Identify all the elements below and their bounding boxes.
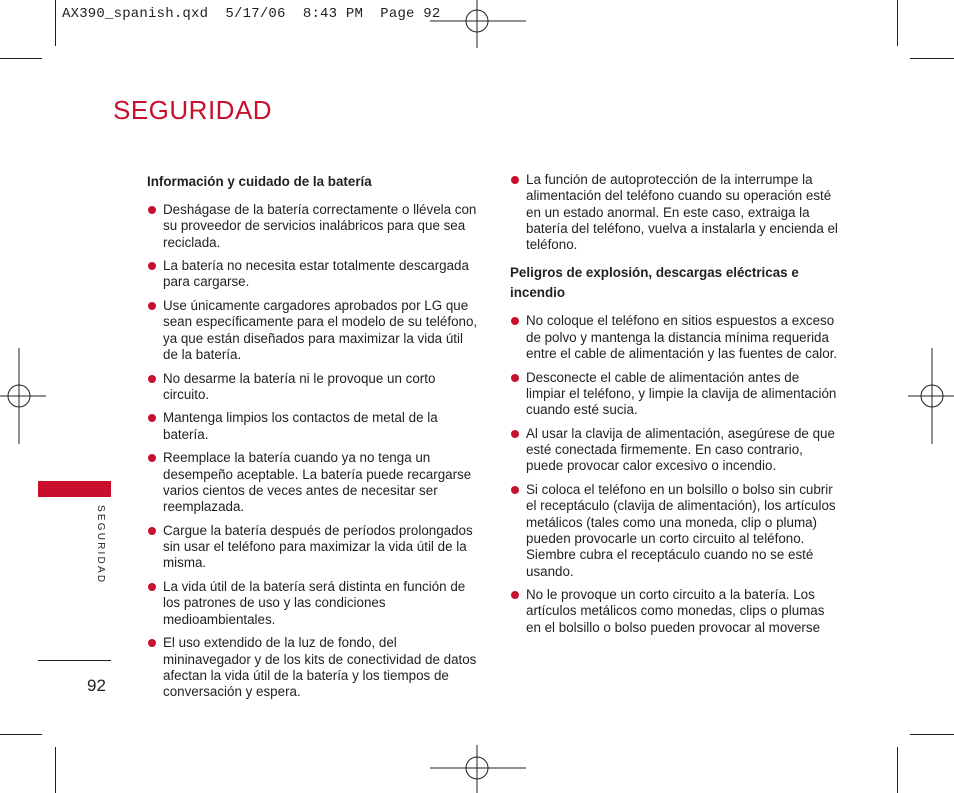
battery-list bbox=[147, 202, 479, 700]
protection-list bbox=[510, 172, 840, 253]
registration-mark-right-icon bbox=[908, 348, 954, 444]
crop-mark-bottom-right-v bbox=[897, 747, 898, 793]
crop-mark-top-right-h bbox=[910, 58, 954, 59]
list-item: Deshágase de la batería correctamente o llévela con su proveedor de servicios inalábricos para que sea reciclada. bbox=[147, 202, 479, 251]
crop-mark-bottom-right-h bbox=[910, 734, 954, 735]
list-item: La vida útil de la batería será distinta en función de los patrones de uso y las condiciones medioambientales. bbox=[147, 579, 479, 628]
list-item: Al usar la clavija de alimentación, asegúrese de que esté conectada firmemente. En caso contrario, puede provocar calor excesivo o incendio. bbox=[510, 426, 840, 475]
list-item: No desarme la batería ni le provoque un corto circuito. bbox=[147, 371, 479, 404]
list-item: Cargue la batería después de períodos prolongados sin usar el teléfono para maximizar la vida útil de la misma. bbox=[147, 523, 479, 572]
list-item: Mantenga limpios los contactos de metal de la batería. bbox=[147, 410, 479, 443]
crop-mark-bottom-left-v bbox=[55, 747, 56, 793]
side-tab-bar bbox=[38, 481, 111, 497]
list-item: No le provoque un corto circuito a la batería. Los artículos metálicos como monedas, clips o plumas en el bolsillo o bolso pueden provocar al moverse bbox=[510, 587, 840, 636]
page-title: SEGURIDAD bbox=[113, 95, 273, 125]
page-number: 92 bbox=[87, 676, 106, 695]
hazards-heading: Peligros de explosión, descargas eléctricas e incendio bbox=[510, 265, 799, 301]
side-divider bbox=[38, 660, 111, 661]
list-item: Use únicamente cargadores aprobados por LG que sean específicamente para el modelo de su teléfono, ya que están diseñados para maximizar la vida útil de la batería. bbox=[147, 298, 479, 363]
crop-mark-top-left-h bbox=[0, 58, 42, 59]
list-item: Si coloca el teléfono en un bolsillo o bolso sin cubrir el receptáculo (clavija de alimentación), los artículos metálicos (tales como una moneda, clip o pluma) pueden provocarle un corto circuito al teléfono. Siembre cubra el receptáculo cuando no se esté usando. bbox=[510, 482, 840, 580]
crop-mark-top-right-v bbox=[897, 0, 898, 46]
list-item: El uso extendido de la luz de fondo, del mininavegador y de los kits de conectividad de datos afectan la vida útil de la batería y los tiempos de conversación y espera. bbox=[147, 635, 479, 700]
list-item: No coloque el teléfono en sitios espuestos a exceso de polvo y mantenga la distancia mínima requerida entre el cable de alimentación y las fuentes de calor. bbox=[510, 313, 840, 362]
list-item: La función de autoprotección de la interrumpe la alimentación del teléfono cuando su operación esté en un estado anormal. En este caso, extraiga la batería del teléfono, vuelva a instalarla y encienda el teléfono. bbox=[510, 172, 840, 253]
battery-heading: Información y cuidado de la batería bbox=[147, 174, 372, 189]
crop-mark-bottom-left-h bbox=[0, 734, 42, 735]
right-column bbox=[510, 172, 840, 643]
registration-mark-top-icon bbox=[430, 0, 526, 50]
list-item: Desconecte el cable de alimentación antes de limpiar el teléfono, y limpie la clavija de alimentación cuando esté sucia. bbox=[510, 370, 840, 419]
crop-mark-top-left-v bbox=[55, 0, 56, 46]
registration-mark-bottom-icon bbox=[430, 745, 526, 793]
list-item: Reemplace la batería cuando ya no tenga un desempeño aceptable. La batería puede recargarse varios cientos de veces antes de necesitar ser reemplazada. bbox=[147, 450, 479, 515]
hazards-list bbox=[510, 313, 840, 636]
registration-mark-left-icon bbox=[0, 348, 46, 444]
list-item: La batería no necesita estar totalmente descargada para cargarse. bbox=[147, 258, 479, 291]
printer-slug: AX390_spanish.qxd 5/17/06 8:43 PM Page 92 bbox=[62, 6, 441, 22]
side-tab-label: SEGURIDAD bbox=[95, 505, 106, 585]
left-column bbox=[147, 172, 479, 708]
